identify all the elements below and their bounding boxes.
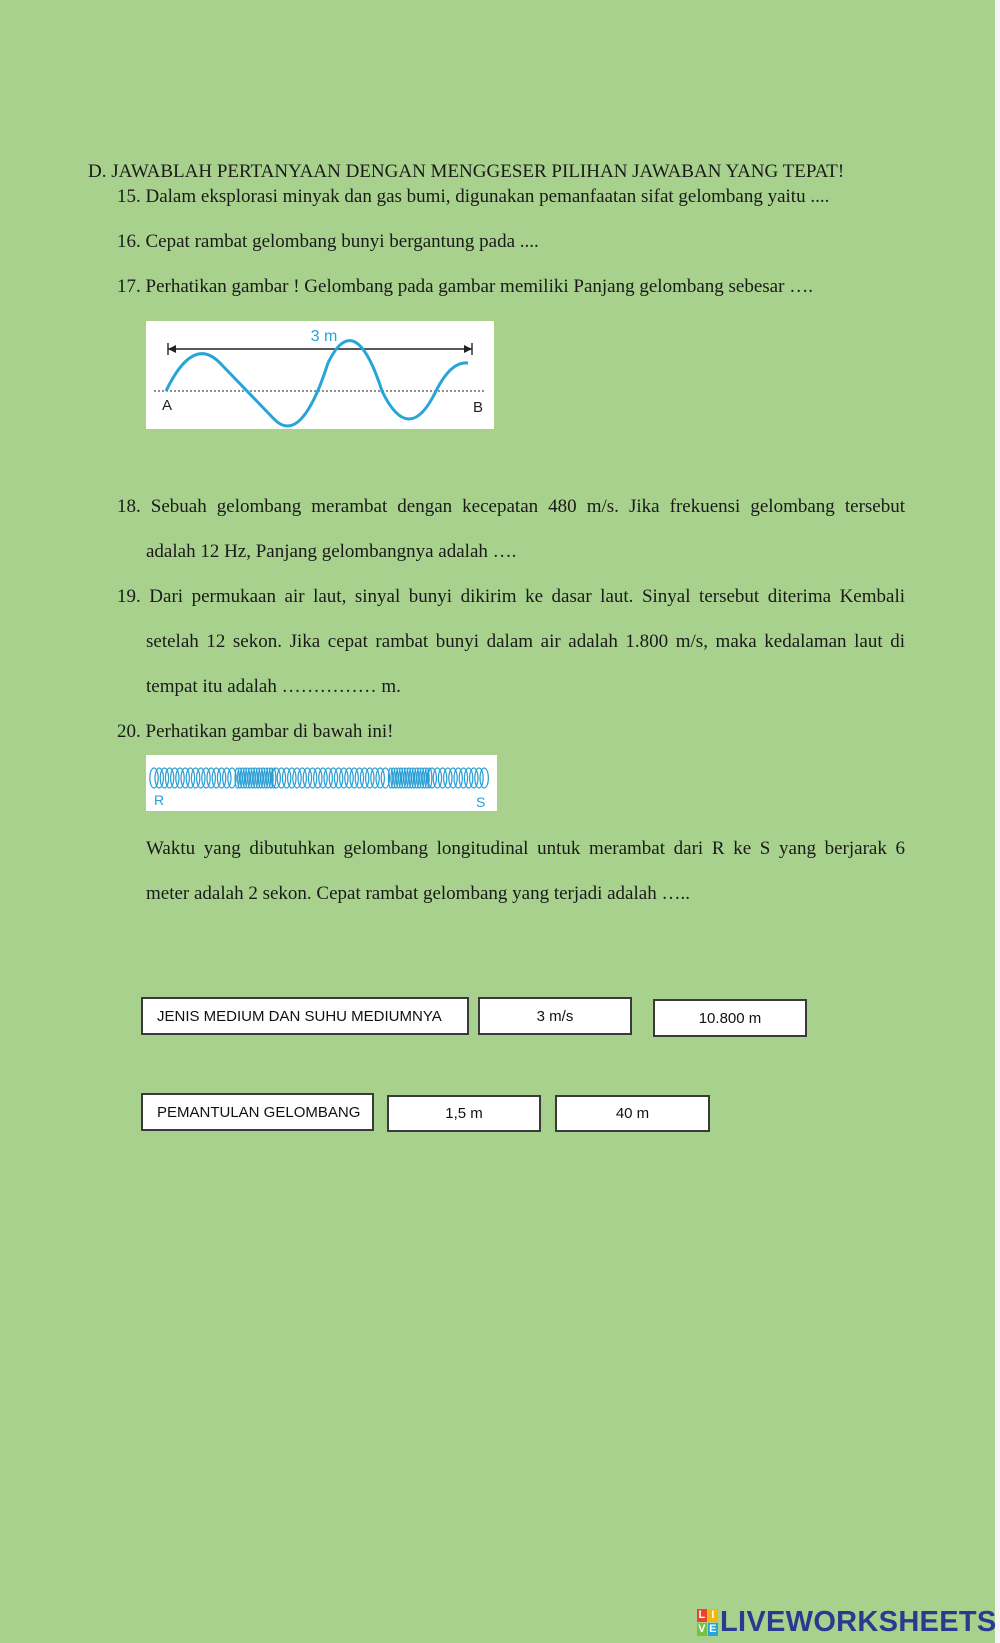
spring-coil [444, 768, 452, 788]
spring-coil [376, 768, 384, 788]
spring-coil [355, 768, 363, 788]
question-19-line-1: 19. Dari permukaan air laut, sinyal bunyi dikirim ke dasar laut. Sinyal tersebut diterima Kembali [117, 586, 905, 607]
spring-coil [360, 768, 368, 788]
spring-coil [433, 768, 441, 788]
answer-option-10800-m[interactable]: 10.800 m [653, 999, 807, 1037]
logo-letter: E [709, 1622, 717, 1635]
arrow-right-icon [464, 345, 472, 353]
spring-coil [366, 768, 374, 788]
logo-letter: L [698, 1608, 706, 1621]
spring-coil [176, 768, 184, 788]
spring-coil [223, 768, 231, 788]
spring-coil [303, 768, 311, 788]
spring-coil [197, 768, 205, 788]
spring-coil [282, 768, 290, 788]
wave-diagram [146, 321, 494, 429]
spring-coil [324, 768, 332, 788]
answer-option-3-ms[interactable]: 3 m/s [478, 997, 632, 1035]
spring-coil [165, 768, 173, 788]
spring-coil [470, 768, 478, 788]
question-20-line-2: Waktu yang dibutuhkan gelombang longitudinal untuk merambat dari R ke S yang berjarak 6 [146, 838, 905, 859]
wave-curve [166, 341, 468, 426]
question-15: 15. Dalam eksplorasi minyak dan gas bumi, digunakan pemanfaatan sifat gelombang yaitu .... [117, 186, 830, 207]
spring-coil [207, 768, 215, 788]
spring-coil [202, 768, 210, 788]
spring-coil [454, 768, 462, 788]
question-18-line-1: 18. Sebuah gelombang merambat dengan kecepatan 480 m/s. Jika frekuensi gelombang tersebut [117, 496, 905, 517]
spring-coil [171, 768, 179, 788]
spring-coil [160, 768, 168, 788]
spring-coil [329, 768, 337, 788]
spring-coil [480, 768, 488, 788]
page-edge [995, 0, 1000, 1643]
point-s-label: S [476, 794, 486, 810]
spring-coil [186, 768, 194, 788]
logo-letter: I [708, 1609, 718, 1622]
question-20-line-3: meter adalah 2 sekon. Cepat rambat gelombang yang terjadi adalah ….. [146, 883, 690, 904]
wavelength-label: 3 m [310, 328, 338, 345]
spring-coil [314, 768, 322, 788]
liveworksheets-logo[interactable] [697, 1605, 997, 1639]
spring-coil [217, 768, 225, 788]
answer-option-1-5-m[interactable]: 1,5 m [387, 1095, 541, 1132]
point-r-label: R [154, 792, 165, 808]
spring-coil [475, 768, 483, 788]
spring-coil [288, 768, 296, 788]
question-19-line-3: tempat itu adalah …………… m. [146, 676, 401, 697]
question-17: 17. Perhatikan gambar ! Gelombang pada gambar memiliki Panjang gelombang sebesar …. [117, 276, 813, 297]
spring-diagram [146, 755, 497, 811]
answer-option-medium-temperature[interactable]: JENIS MEDIUM DAN SUHU MEDIUMNYA [141, 997, 469, 1035]
question-20-line-1: 20. Perhatikan gambar di bawah ini! [117, 721, 394, 742]
spring-coil [438, 768, 446, 788]
spring-coil [150, 768, 158, 788]
question-19-line-2: setelah 12 sekon. Jika cepat rambat bunyi dalam air adalah 1.800 m/s, maka kedalaman laut di [146, 631, 905, 652]
wave-figure [146, 321, 494, 429]
spring-coil [340, 768, 348, 788]
spring-coil [277, 768, 285, 788]
spring-coil [293, 768, 301, 788]
logo-text: LIVEWORKSHEETS [720, 1605, 997, 1638]
spring-coil [181, 768, 189, 788]
spring-coils [150, 768, 489, 788]
spring-coil [371, 768, 379, 788]
answer-option-wave-reflection[interactable]: PEMANTULAN GELOMBANG [141, 1093, 374, 1131]
spring-coil [298, 768, 306, 788]
point-a-label: A [162, 397, 173, 414]
answer-option-40-m[interactable]: 40 m [555, 1095, 710, 1132]
spring-coil [459, 768, 467, 788]
spring-coil [449, 768, 457, 788]
spring-coil [345, 768, 353, 788]
question-16: 16. Cepat rambat gelombang bunyi bergantung pada .... [117, 231, 539, 252]
question-18-line-2: adalah 12 Hz, Panjang gelombangnya adalah …. [146, 541, 517, 562]
section-title: D. JAWABLAH PERTANYAAN DENGAN MENGGESER PILIHAN JAWABAN YANG TEPAT! [88, 161, 845, 182]
spring-coil [212, 768, 220, 788]
spring-coil [319, 768, 327, 788]
spring-coil [155, 768, 163, 788]
spring-coil [191, 768, 199, 788]
arrow-left-icon [168, 345, 176, 353]
logo-icon [697, 1609, 718, 1636]
spring-coil [334, 768, 342, 788]
point-b-label: B [473, 399, 484, 416]
spring-figure [146, 755, 497, 811]
logo-letter: V [698, 1622, 706, 1635]
spring-coil [350, 768, 358, 788]
spring-coil [464, 768, 472, 788]
spring-coil [308, 768, 316, 788]
